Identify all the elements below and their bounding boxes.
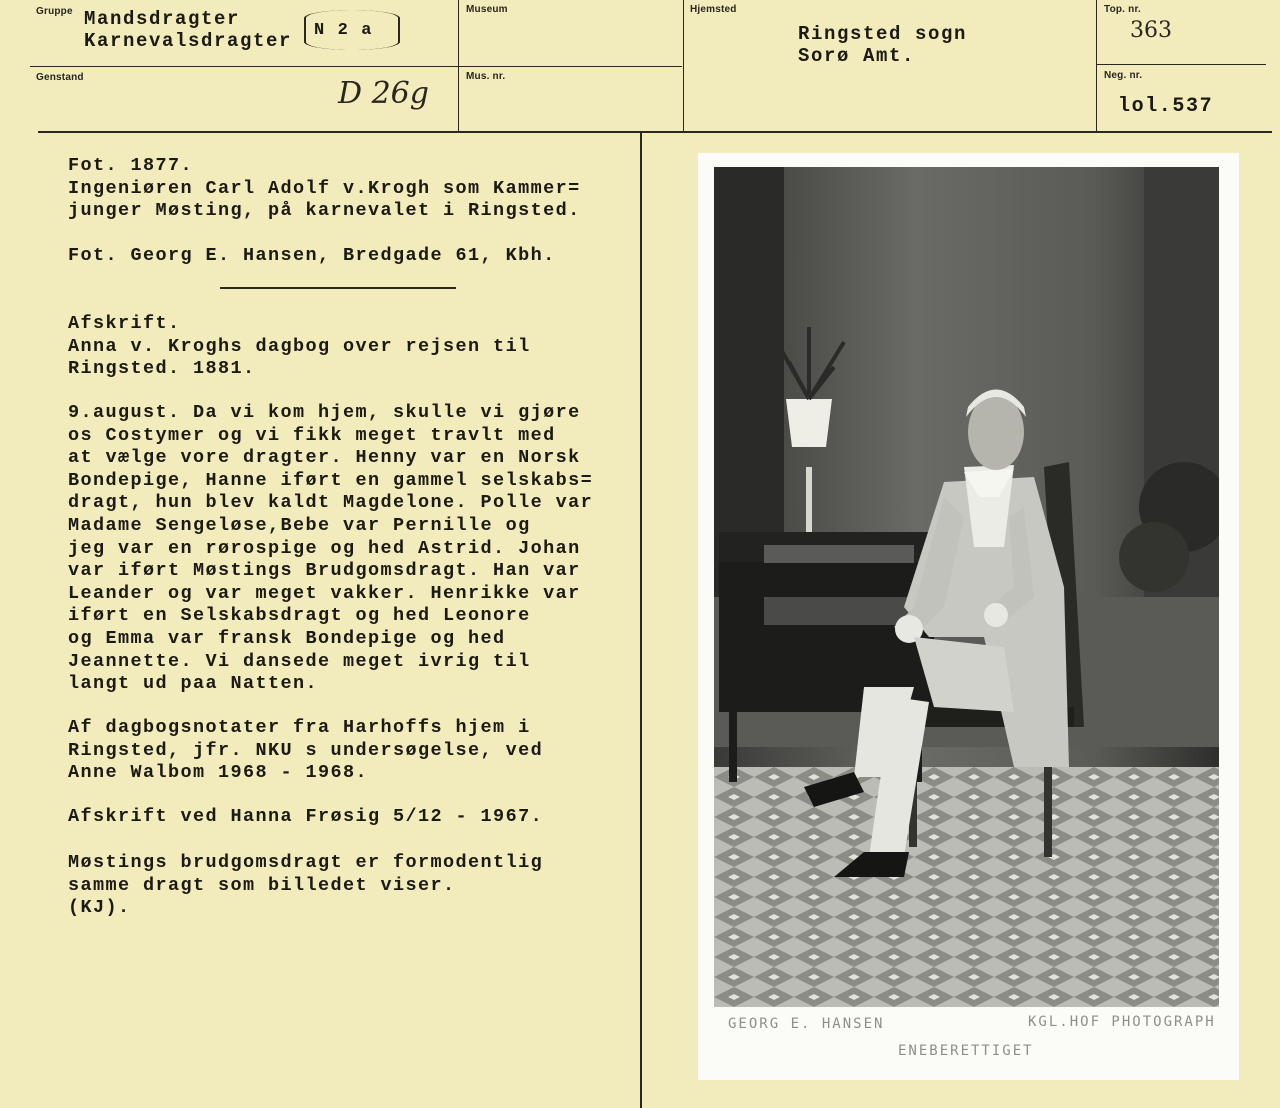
header-col-top — [1096, 0, 1097, 131]
hjemsted-line-2: Sorø Amt. — [798, 45, 916, 67]
hjemsted-line-1: Ringsted sogn — [798, 23, 968, 45]
gruppe-label: Gruppe — [36, 6, 73, 17]
mus-nr-label: Mus. nr. — [466, 71, 506, 82]
section-divider — [220, 287, 456, 289]
neg-nr-value: lol.537 — [1118, 95, 1214, 118]
header-col-museum — [458, 0, 459, 131]
paragraph-source: Af dagbogsnotater fra Harhoffs hjem i Ringsted, jfr. NKU s undersøgelse, ved Anne Walbom 1968 - 1968. — [68, 717, 544, 784]
photograph-mount — [698, 153, 1239, 1080]
photographer-imprint: GEORG E. HANSEN — [728, 1016, 885, 1032]
gruppe-code: N 2 a — [314, 21, 374, 40]
paragraph-photographer: Fot. Georg E. Hansen, Bredgade 61, Kbh. — [68, 245, 556, 266]
top-nr-value: 363 — [1130, 18, 1172, 43]
body-col-divider — [640, 131, 642, 1108]
header-divider-mid — [30, 66, 682, 67]
header-divider-right-mid — [1096, 64, 1266, 65]
genstand-label: Genstand — [36, 72, 84, 83]
paragraph-transcript-heading: Afskrift. Anna v. Kroghs dagbog over rejsen til Ringsted. 1881. — [68, 313, 531, 380]
paragraph-photo-date: Fot. 1877. Ingeniøren Carl Adolf v.Krogh som Kammer= junger Møsting, på karnevalet i Ringsted. — [68, 155, 581, 222]
portrait-photograph — [714, 167, 1219, 1007]
genstand-value: D 26g — [338, 76, 429, 111]
paragraph-note: Møstings brudgomsdragt er formodentlig samme dragt som billedet viser. (KJ). — [68, 852, 544, 919]
top-nr-label: Top. nr. — [1104, 4, 1141, 15]
gruppe-line-2: Karnevalsdragter — [84, 30, 293, 52]
court-photographer-imprint: KGL.HOF PHOTOGRAPH — [1028, 1014, 1216, 1030]
paragraph-diary-entry: 9.august. Da vi kom hjem, skulle vi gjøre os Costymer og vi fikk meget travlt med at vælge vore dragter. Henny var en Norsk Bondepige, Hanne iført en gammel selskabs= dragt, hun blev kaldt Magdelone. Polle var Madame Sengeløse,Bebe var Pernille og jeg var en rørospige og hed Astrid. Johan var iført Møstings Brudgomsdragt. Han var Leander og var meget vakker. Henrikke var iført en Selskabsdragt og hed Leonore og Emma var fransk Bondepige og hed Jeannette. Vi dansede meget ivrig til langt ud paa Natten. — [68, 402, 594, 695]
header-bottom-rule — [38, 131, 1272, 133]
gruppe-line-1: Mandsdragter — [84, 8, 241, 30]
copyright-imprint: ENEBERETTIGET — [898, 1043, 1034, 1059]
neg-nr-label: Neg. nr. — [1104, 70, 1143, 81]
header-col-hjemsted — [683, 0, 684, 131]
hjemsted-label: Hjemsted — [690, 4, 737, 15]
paragraph-transcribed-by: Afskrift ved Hanna Frøsig 5/12 - 1967. — [68, 806, 544, 827]
museum-label: Museum — [466, 4, 508, 15]
